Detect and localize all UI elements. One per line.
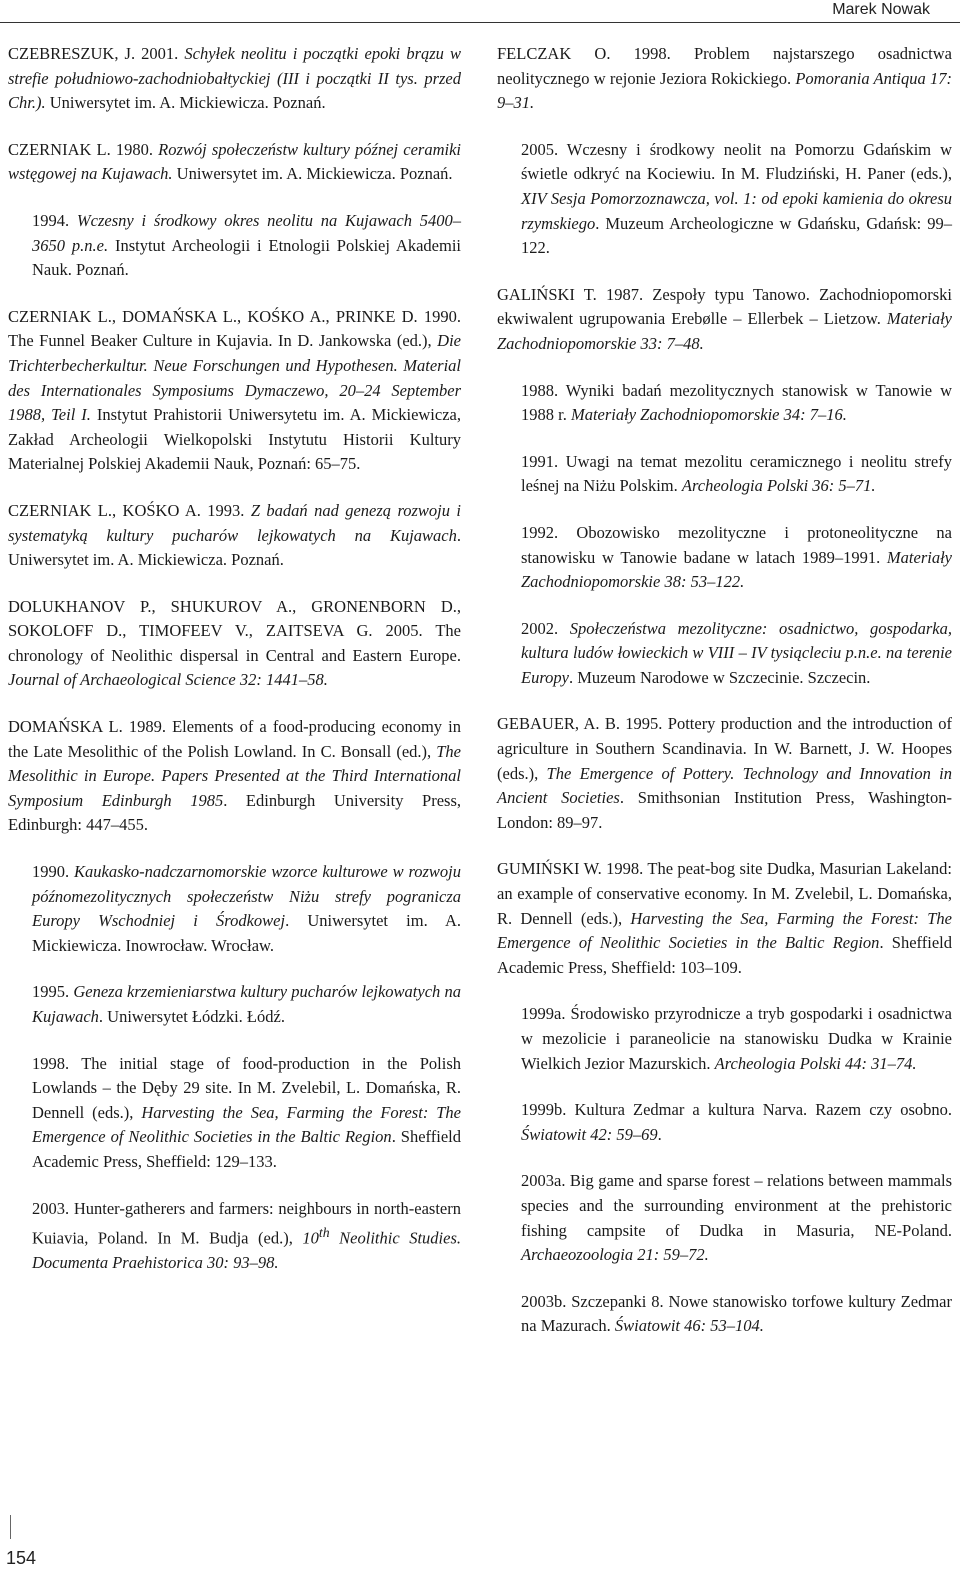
reference-title-text: Schyłek neolitu i początki epoki brązu w strefie południowo-zachodniobałtyckiej (III i początki II tys. przed Chr.).	[8, 44, 461, 113]
reference-text: 1991. Uwagi na temat mezolitu ceramicznego i neolitu strefy leśnej na Niżu Polskim.	[521, 451, 952, 496]
reference-text: Uniwersytet im. A. Mickiewicza. Poznań.	[172, 164, 453, 184]
reference-title-text: Archaeozoologia 21: 59–72.	[521, 1245, 709, 1265]
header-rule	[0, 22, 960, 23]
reference-entry	[497, 283, 952, 357]
reference-title-text: Harvesting the Sea, Farming the Forest: The Emergence of Neolithic Societies in the Baltic Region	[32, 1102, 461, 1147]
reference-entry	[8, 715, 461, 838]
reference-text: 2003b. Szczepanki 8. Nowe stanowisko torfowe kultury Zedmar na Mazurach.	[521, 1291, 952, 1336]
running-head-author: Marek Nowak	[832, 1, 930, 18]
reference-title-text: Społeczeństwa mezolityczne: osadnictwo, gospodarka, kultura ludów łowieckich w VIII – IV tysiącleciu p.n.e. na terenie Europy	[521, 618, 952, 687]
reference-title-text: Journal of Archaeological Science 32: 1441–58.	[8, 670, 328, 690]
reference-title-text: Światowit 46: 53–104.	[614, 1316, 764, 1336]
reference-text: GEBAUER, A. B. 1995. Pottery production and the introduction of agriculture in Southern Scandinavia. In W. Barnett, J. W. Hoopes (eds.),	[497, 714, 952, 783]
reference-text: FELCZAK O. 1998. Problem najstarszego osadnictwa neolitycznego w rejonie Jeziora Rokickiego.	[497, 44, 952, 88]
reference-text: 2005. Wczesny i środkowy neolit na Pomorzu Gdańskim w świetle odkryć na Kociewiu. In M. Fludziński, H. Paner (eds.),	[521, 139, 952, 184]
reference-title-text: Materiały Zachodniopomorskie 34: 7–16.	[570, 405, 847, 425]
reference-title-text: The Mesolithic in Europe. Papers Presented at the Third International Symposium Edinburgh 1985	[8, 741, 461, 810]
reference-text: CZERNIAK L., KOŚKO A. 1993.	[8, 500, 251, 520]
reference-title-text: The Emergence of Pottery. Technology and Innovation in Ancient Societies	[497, 763, 953, 808]
reference-text: . Smithsonian Institution Press, Washington-London: 89–97.	[497, 788, 952, 832]
reference-text: Instytut Archeologii i Etnologii Polskiej Akademii Nauk. Poznań.	[32, 235, 461, 280]
reference-entry	[8, 42, 461, 116]
reference-text: 1999b. Kultura Zedmar a kultura Narva. Razem czy osobno.	[521, 1100, 952, 1120]
reference-title-text: Pomorania Antiqua 17: 9–31.	[497, 68, 952, 113]
reference-text: . Muzeum Narodowe w Szczecinie. Szczecin.	[568, 667, 871, 687]
reference-entry	[8, 499, 461, 573]
reference-entry	[8, 305, 461, 477]
reference-text: GUMIŃSKI W. 1998. The peat-bog site Dudka, Masurian Lakeland: an example of conservative economy. In M. Zvelebil, L. Domańska, R. Dennell (eds.),	[497, 859, 952, 928]
reference-title-text: Materiały Zachodniopomorskie 33: 7–48.	[497, 309, 952, 353]
reference-text: CZERNIAK L., DOMAŃSKA L., KOŚKO A., PRINKE D. 1990. The Funnel Beaker Culture in Kujavia. In D. Jankowska (ed.),	[8, 306, 461, 351]
reference-text: Uniwersytet im. A. Mickiewicza. Poznań.	[45, 93, 326, 113]
reference-title-text: Geneza krzemieniarstwa kultury pucharów lejkowatych na Kujawach	[32, 982, 461, 1026]
reference-title-text: Archeologia Polski 36: 5–71.	[681, 476, 876, 496]
reference-text: 2003. Hunter-gatherers and farmers: neighbours in north-eastern Kuiavia, Poland. In M. Budja (ed.),	[32, 1198, 461, 1248]
reference-entry	[497, 1098, 952, 1147]
page-number: 154	[6, 1548, 37, 1568]
reference-title-text: Die Trichterbecherkultur. Neue Forschungen und Hypothesen. Material des Internationales Symposiums Dymaczewo, 20–24 September 1988, Teil I.	[8, 331, 461, 425]
reference-entry	[497, 712, 952, 835]
reference-text: 1998. The initial stage of food-production in the Polish Lowlands – the Dęby 29 site. In M. Zvelebil, L. Domańska, R. Dennell (eds.),	[32, 1053, 461, 1122]
reference-entry	[497, 1002, 952, 1076]
reference-entry	[497, 857, 952, 980]
reference-text: DOLUKHANOV P., SHUKUROV A., GRONENBORN D., SOKOLOFF D., TIMOFEEV V., ZAITSEVA G. 2005. The chronology of Neolithic dispersal in Central and Eastern Europe.	[8, 596, 461, 665]
reference-text: GALIŃSKI T. 1987. Zespoły typu Tanowo. Zachodniopomorski ekwiwalent ugrupowania Erebølle – Ellerbek – Lietzow.	[497, 284, 952, 329]
reference-entry	[497, 617, 952, 691]
reference-text: 1995.	[32, 982, 74, 1002]
reference-title-text: Materiały Zachodniopomorskie 38: 53–122.	[521, 547, 952, 592]
reference-title-text: 10	[302, 1228, 319, 1248]
bibliography-left-column	[8, 42, 461, 1298]
reference-entry	[497, 379, 952, 428]
reference-title-text: Wczesny i środkowy okres neolitu na Kujawach 5400–3650 p.n.e.	[32, 210, 461, 255]
reference-title-text: Neolithic Studies. Documenta Praehistorica 30: 93–98.	[32, 1228, 461, 1273]
reference-text: . Edinburgh University Press, Edinburgh: 447–455.	[8, 790, 461, 835]
reference-title-text: XIV Sesja Pomorzoznawcza, vol. 1: od epoki kamienia do okresu rzymskiego	[521, 188, 952, 233]
margin-mark	[0, 1515, 11, 1539]
reference-text: 1988. Wyniki badań mezolitycznych stanowisk w Tanowie w 1988 r.	[521, 380, 952, 425]
reference-title-text: Harvesting the Sea, Farming the Forest: The Emergence of Neolithic Societies in the Baltic Region	[497, 908, 952, 953]
reference-entry	[497, 42, 952, 116]
reference-title-text: Kaukasko-nadczarnomorskie wzorce kulturowe w rozwoju późnomezolitycznych społeczeństw Niżu strefy pogranicza Europy Wschodniej i Środkowej	[32, 862, 462, 931]
reference-text: 1992. Obozowisko mezolityczne i protoneolityczne na stanowisku w Tanowie badane w latach 1989–1991.	[521, 522, 952, 567]
reference-title-text: Rozwój społeczeństw kultury późnej ceramiki wstęgowej na Kujawach.	[8, 139, 461, 184]
reference-text: 1999a. Środowisko przyrodnicze a tryb gospodarki i osadnictwa w mezolicie i paraneolicie na stanowisku Dudka w Krainie Wielkich Jezior Mazurskich.	[521, 1004, 952, 1073]
reference-title-text: Archeologia Polski 44: 31–74.	[714, 1053, 917, 1073]
reference-text: 1990.	[32, 862, 74, 882]
reference-entry	[497, 521, 952, 595]
reference-entry	[8, 595, 461, 693]
reference-text: 1994.	[32, 210, 77, 230]
reference-text: . Uniwersytet Łódzki. Łódź.	[98, 1007, 285, 1026]
reference-entry	[8, 138, 461, 187]
reference-entry	[497, 450, 952, 499]
reference-text: CZERNIAK L. 1980.	[8, 139, 159, 159]
reference-text: 2003a. Big game and sparse forest – relations between mammals species and the surrounding environment at the prehistoric fishing campsite of Dudka in Masuria, NE-Poland.	[521, 1171, 952, 1240]
reference-text: CZEBRESZUK, J. 2001.	[8, 44, 185, 63]
reference-title-text: th	[318, 1225, 330, 1241]
reference-text: . Sheffield Academic Press, Sheffield: 103–109.	[497, 933, 952, 977]
bibliography-right-column	[497, 42, 952, 1361]
reference-entry	[8, 1197, 461, 1276]
reference-text: . Sheffield Academic Press, Sheffield: 129–133.	[32, 1127, 461, 1171]
reference-entry	[8, 860, 461, 958]
reference-entry	[497, 138, 952, 261]
reference-text: . Uniwersytet im. A. Mickiewicza. Poznań.	[8, 525, 461, 570]
reference-text: . Muzeum Archeologiczne w Gdańsku, Gdańsk: 99–122.	[521, 213, 952, 258]
reference-entry	[8, 980, 461, 1029]
reference-entry	[497, 1169, 952, 1267]
reference-title-text: Światowit 42: 59–69	[521, 1124, 658, 1144]
reference-title-text: Z badań nad genezą rozwoju i systematyką kultury pucharów lejkowatych na Kujawach	[8, 500, 461, 545]
reference-text: . Uniwersytet im. A. Mickiewicza. Inowrocław. Wrocław.	[32, 911, 461, 955]
reference-text: Instytut Prahistorii Uniwersytetu im. A. Mickiewicza, Zakład Archeologii Wielkopolski Instytutu Historii Kultury Materialnej Polskiej Akademii Nauk, Poznań: 65–75.	[8, 405, 461, 474]
reference-entry	[8, 209, 461, 283]
reference-entry	[497, 1290, 952, 1339]
reference-text: .	[657, 1124, 662, 1144]
reference-text: DOMAŃSKA L. 1989. Elements of a food-producing economy in the Late Mesolithic of the Polish Lowland. In C. Bonsall (ed.),	[8, 717, 461, 761]
reference-entry	[8, 1052, 461, 1175]
reference-text: 2002.	[521, 618, 570, 638]
